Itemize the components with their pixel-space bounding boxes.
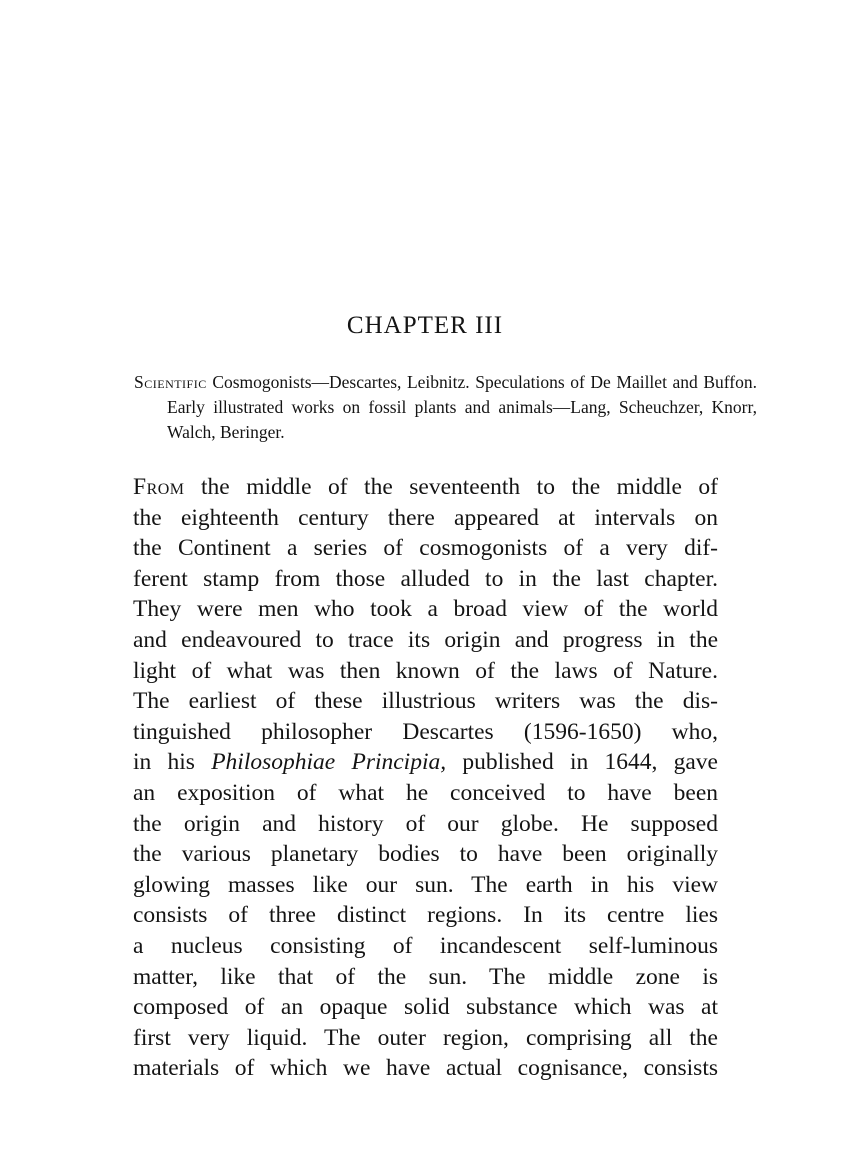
summary-text: Cosmogonists—Descartes, Leibnitz. Speculations of De Maillet and Buffon. Early illustrated works on fossil plants and animals—Lang, Scheuchzer, Knorr, Walch, Beringer. xyxy=(167,372,757,442)
body-line-5: They were men who took a broad view of the world xyxy=(133,596,718,623)
body-line-19: first very liquid. The outer region, comprising all the xyxy=(133,1024,718,1051)
body-line-10 xyxy=(133,747,718,778)
chapter-summary xyxy=(134,370,757,445)
body-line-16: a nucleus consisting of incandescent self-luminous xyxy=(133,932,718,959)
body-line-10-rest: published in 1644, gave xyxy=(446,749,718,776)
body-line-8: The earliest of these illustrious writers was the dis- xyxy=(133,688,718,715)
body-paragraph xyxy=(133,472,718,1084)
body-line-1 xyxy=(133,472,718,503)
body-line-2: the eighteenth century there appeared at intervals on xyxy=(133,504,718,531)
body-line-7: light of what was then known of the laws of Nature. xyxy=(133,657,718,684)
body-lead: From xyxy=(133,474,185,500)
body-line-14: glowing masses like our sun. The earth in his view xyxy=(133,871,718,898)
body-line-6: and endeavoured to trace its origin and progress in the xyxy=(133,626,718,653)
summary-lead: Scientific xyxy=(134,372,207,392)
body-line-12: the origin and history of our globe. He supposed xyxy=(133,810,718,837)
body-line-17: matter, like that of the sun. The middle zone is xyxy=(133,963,718,990)
body-line-18: composed of an opaque solid substance which was at xyxy=(133,994,718,1021)
body-line-3: the Continent a series of cosmogonists of a very dif- xyxy=(133,535,718,562)
chapter-heading: CHAPTER III xyxy=(346,312,504,339)
body-line-10-start: in his xyxy=(133,749,212,776)
body-line-15: consists of three distinct regions. In its centre lies xyxy=(133,902,718,929)
body-line-13: the various planetary bodies to have been originally xyxy=(133,841,718,868)
body-line-9: tinguished philosopher Descartes (1596-1650) who, xyxy=(133,718,718,745)
body-line-1-text: the middle of the seventeenth to the middle of xyxy=(184,474,718,500)
body-line-11: an exposition of what he conceived to have been xyxy=(133,779,718,806)
body-line-20: materials of which we have actual cognisance, consists xyxy=(133,1055,718,1082)
body-line-4: ferent stamp from those alluded to in the last chapter. xyxy=(133,565,718,592)
book-title-italic: Philosophiae Principia, xyxy=(211,749,447,776)
